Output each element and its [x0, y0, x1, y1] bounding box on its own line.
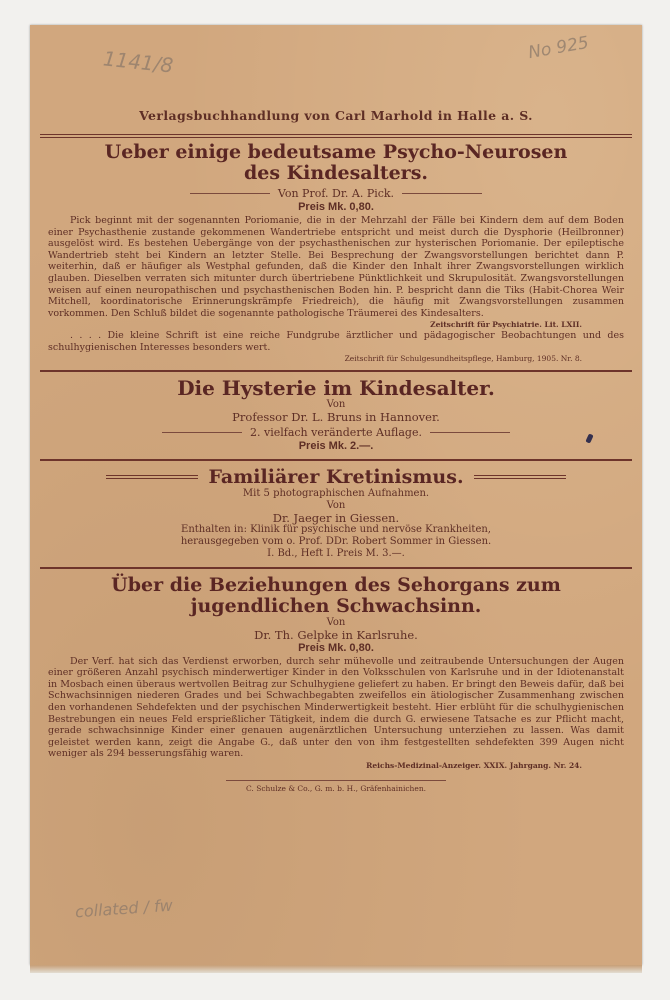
book1-title-line2: des Kindesalters. — [243, 162, 429, 184]
book4-title-line2: jugendlichen Schwachsinn. — [190, 594, 482, 617]
book1-title-line1: Ueber einige bedeutsame Psycho-Neurosen — [104, 141, 568, 163]
book4-review: Der Verf. hat sich das Verdienst erworben, durch sehr mühevolle und zeitraubende Untersuchungen der Augen einer größeren Anzahl psychisch minderwertiger Kinder in den Volksschulen von Karlsruhe und in der Idiotenanstalt in Mosbach einen überaus wertvollen Beitrag zur Schulhygiene geliefert zu haben. Er bringt den Beweis dafür, daß bei Schwachsinnigen niederen Grades und bei Schwachbegabten zweifellos ein ätiologischer Zusammenhang zwischen den vorhandenen Sehdefekten und der psychischen Minderwertigkeit besteht. Hier erblüht für die schulhygienischen Bestrebungen ein neues Feld ersprießlicher Tätigkeit, indem die durch G. erwiesene Tatsache es zur Pflicht macht, gerade schwachsinnige Kinder einer genauen augenärztlichen Untersuchung unterziehen zu lassen. Was damit geleistet werden kann, zeigt die Angabe G., daß unter den von ihm festgestellten sehdefekten 399 Augen nicht weniger als 294 besserungsfähig waren. — [48, 655, 624, 760]
book4-title-line1: Über die Beziehungen des Sehorgans zum — [111, 573, 561, 596]
author-dash-left — [190, 193, 270, 194]
book2-title: Die Hysterie im Kindesalter. — [177, 375, 495, 400]
book3-von: Von — [326, 499, 346, 511]
publisher-header: Verlagsbuchhandlung von Carl Marhold in Halle a. S. — [139, 108, 533, 123]
section-divider — [40, 459, 632, 461]
book1-price: Preis Mk. 0,80. — [298, 201, 374, 213]
section-divider — [40, 567, 632, 569]
book3-contained-line3: I. Bd., Heft I. Preis M. 3.—. — [267, 547, 405, 559]
book1-author-line — [40, 187, 632, 200]
book2-price: Preis Mk. 2.—. — [298, 439, 374, 452]
book2-edition: 2. vielfach veränderte Auflage. — [250, 425, 422, 439]
book4-von: Von — [326, 616, 346, 628]
book-jaeger — [40, 467, 632, 560]
book3-author: Dr. Jaeger in Giessen. — [272, 510, 400, 525]
book2-edition-line — [40, 426, 632, 439]
printer-text: C. Schulze & Co., G. m. b. H., Gräfenhainichen. — [226, 780, 446, 793]
book3-subtitle: Mit 5 photographischen Aufnahmen. — [242, 487, 430, 499]
book3-title-row — [40, 467, 632, 488]
edition-dash-right — [430, 432, 510, 433]
book1-review2: . . . . Die kleine Schrift ist eine reiche Fundgrube ärztlicher und pädagogischer Beobachtungen und des schulhygienischen Interesses besonders wert. — [48, 330, 624, 353]
book-pick — [40, 142, 632, 363]
section-divider — [40, 370, 632, 372]
book1-source2: Zeitschrift für Schulgesundheitspflege, Hamburg, 1905. Nr. 8. — [344, 353, 582, 363]
book3-title: Familiärer Kretinismus. — [208, 465, 464, 488]
book3-contained-line2: herausgegeben vom o. Prof. DDr. Robert Sommer in Giessen. — [180, 535, 492, 547]
book4-author: Dr. Th. Gelpke in Karlsruhe. — [254, 627, 418, 642]
advertisement-content — [40, 108, 632, 793]
printer-imprint — [40, 780, 632, 793]
book-gelpke — [40, 575, 632, 770]
header-rule — [40, 134, 632, 138]
book1-source1: Zeitschrift für Psychiatrie. Lit. LXII. — [430, 320, 582, 330]
book1-review: Pick beginnt mit der sogenannten Poriomanie, die in der Mehrzahl der Fälle bei Kindern dem auf dem Boden einer Psychasthenie zustande gekommenen Wandertriebe entspricht und meist durch die Dysphorie (Heilbronner) ausgelöst wird. Es bestehen Uebergänge von der psychasthenischen zur hysterischen Poriomanie. Der epileptische Wandertrieb steht bei Kindern an letzter Stelle. Bei Besprechung der Zwangsvorstellungen berichtet dann P. weiterhin, daß er häufiger als Westphal gefunden, daß die Kinder den Inhalt ihrer Zwangsvorstellungen wirklich glauben. Dieselben verraten sich mitunter durch übertriebene Pünktlichkeit und Skrupulosität. Zwangsvorstellungen weisen auf einen neuropathischen und psychasthenischen Boden hin. P. bespricht dann die Tiks (Habit-Chorea Weir Mitchell, koordinatorische Erinnerungskrämpfe Friedreich), die häufig mit Zwangsvorstellungen zusammen vorkommen. Den Schluß bildet die sogenannte pathologische Träumerei des Kindesalters. — [48, 215, 624, 319]
pencil-note-bottom-left: collated / fw — [74, 895, 174, 922]
book-bruns — [40, 375, 632, 452]
pencil-note-top-left: 1141/8 — [101, 46, 175, 78]
book4-source: Reichs-Medizinal-Anzeiger. XXIX. Jahrgang. Nr. 24. — [366, 760, 582, 770]
book1-author: Von Prof. Dr. A. Pick. — [277, 187, 395, 200]
book4-price: Preis Mk. 0,80. — [298, 641, 374, 654]
title-bars-right — [474, 475, 566, 479]
edition-dash-left — [162, 432, 242, 433]
book3-contained-line1: Enthalten in: Klinik für psychische und nervöse Krankheiten, — [181, 523, 491, 535]
title-bars-left — [106, 475, 198, 479]
author-dash-right — [402, 193, 482, 194]
pencil-note-top-right: No 925 — [526, 32, 591, 64]
page-edge — [30, 965, 642, 973]
book2-von: Von — [326, 398, 346, 410]
book2-author: Professor Dr. L. Bruns in Hannover. — [232, 409, 440, 424]
